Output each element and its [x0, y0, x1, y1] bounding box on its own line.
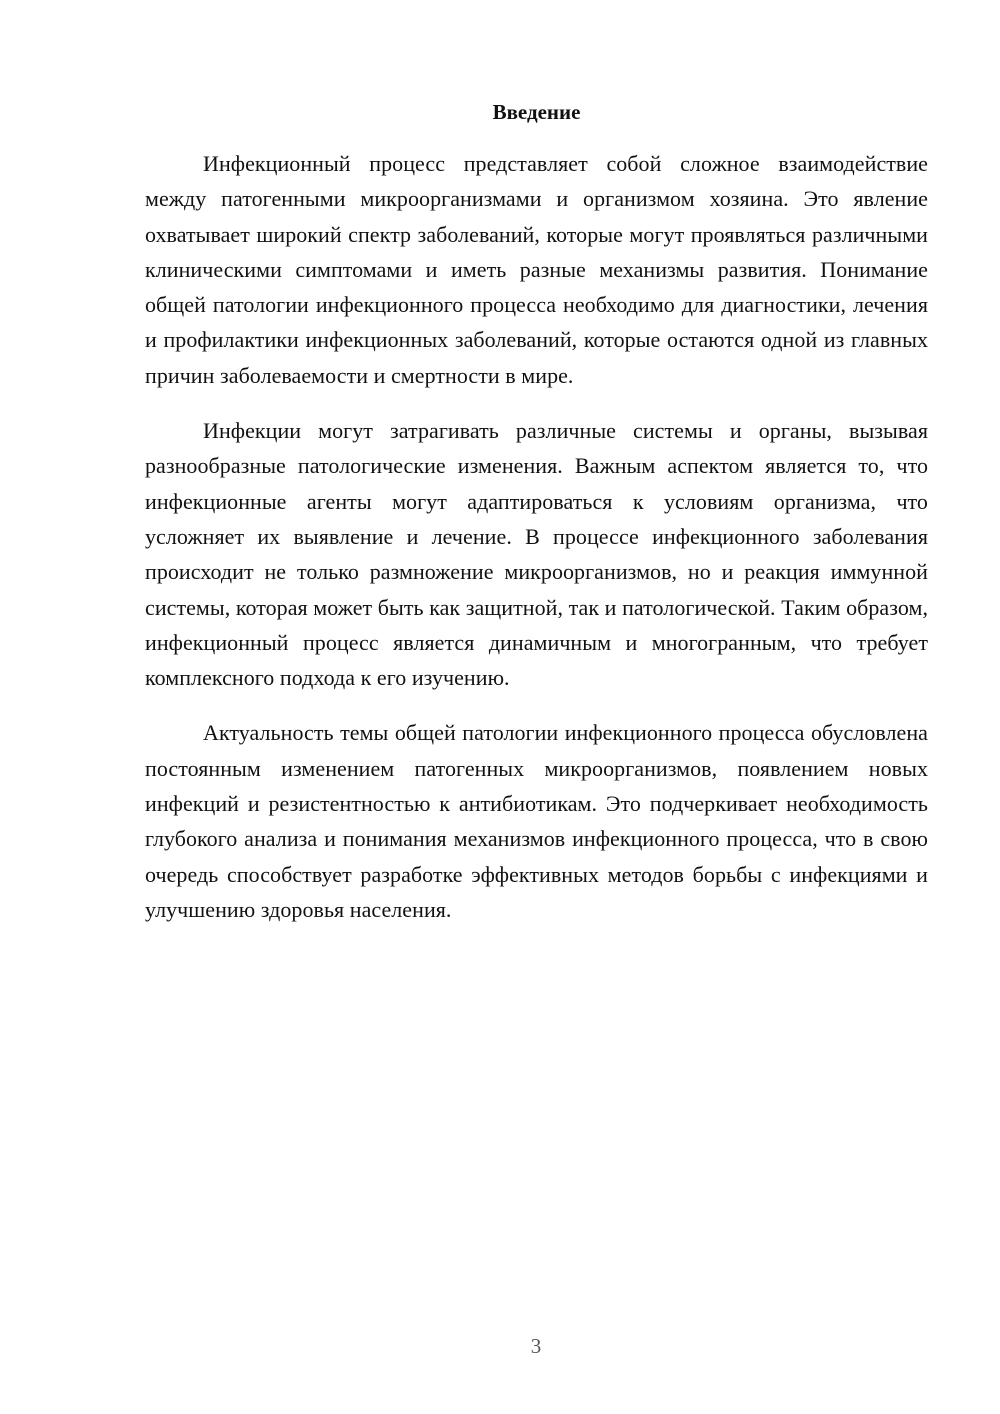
paragraph-2: Инфекции могут затрагивать различные системы и органы, вызывая разнообразные патологические изменения. Важным аспектом является то, что инфекционные агенты могут адаптироваться к условиям организма, что усложняет их выявление и лечение. В процессе инфекционного заболевания происходит не только размножение микроорганизмов, но и реакция иммунной системы, которая может быть как защитной, так и патологической. Таким образом, инфекционный процесс является динамичным и многогранным, что требует комплексного подхода к его изучению.	[145, 418, 928, 691]
section-heading: Введение	[492, 100, 581, 124]
paragraph-3: Актуальность темы общей патологии инфекционного процесса обусловлена постоянным изменением патогенных микроорганизмов, появлением новых инфекций и резистентностью к антибиотикам. Это подчеркивает необходимость глубокого анализа и понимания механизмов инфекционного процесса, что в свою очередь способствует разработке эффективных методов борьбы с инфекциями и улучшению здоровья населения.	[145, 720, 928, 922]
page-content	[145, 98, 928, 947]
page-number: 3	[530, 1334, 542, 1358]
paragraph-1: Инфекционный процесс представляет собой сложное взаимодействие между патогенными микроорганизмами и организмом хозяина. Это явление охватывает широкий спектр заболеваний, которые могут проявляться различными клиническими симптомами и иметь разные механизмы развития. Понимание общей патологии инфекционного процесса необходимо для диагностики, лечения и профилактики инфекционных заболеваний, которые остаются одной из главных причин заболеваемости и смертности в мире.	[145, 151, 928, 388]
